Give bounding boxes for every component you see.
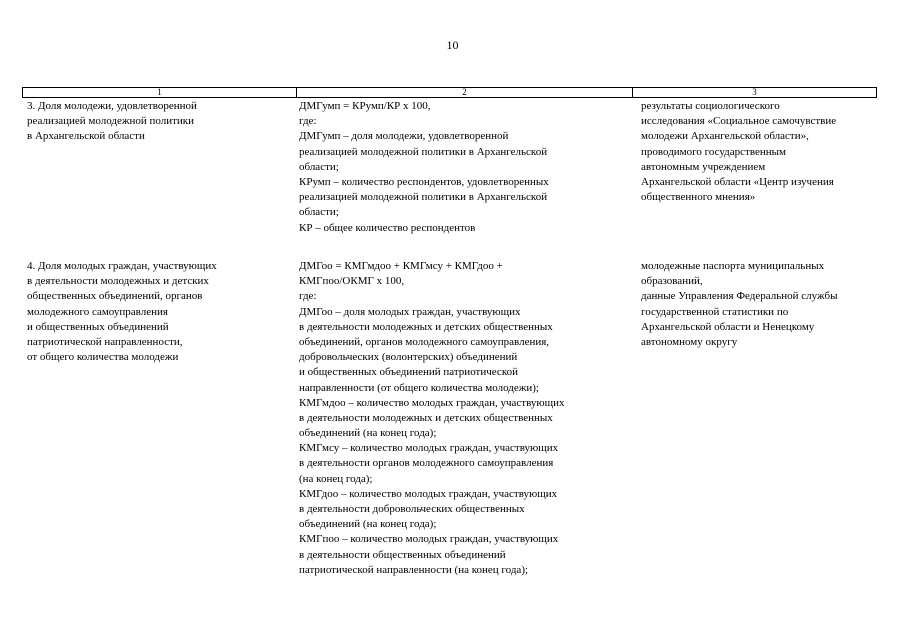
text-line: в деятельности молодежных и детских xyxy=(27,275,209,288)
text-line: направленности (от общего количества молодежи); xyxy=(299,381,539,394)
text-line: и общественных объединений xyxy=(27,320,169,333)
row-3-indicator-name xyxy=(27,99,289,145)
text-line: где: xyxy=(299,290,317,303)
row-3-formula xyxy=(299,99,634,236)
text-line: ДМГоо – доля молодых граждан, участвующих xyxy=(299,305,521,318)
text-line: ДМГумп – доля молодежи, удовлетворенной xyxy=(299,130,509,143)
text-line: общественного мнения» xyxy=(641,191,756,204)
text-line: в деятельности общественных объединений xyxy=(299,548,506,561)
text-line: образований, xyxy=(641,275,703,288)
row-3-data-source xyxy=(641,99,881,205)
text-line: проводимого государственным xyxy=(641,145,786,158)
table-header-row xyxy=(22,87,877,98)
text-line: государственной статистики по xyxy=(641,305,789,318)
text-line: объединений (на конец года); xyxy=(299,427,437,440)
text-line: реализацией молодежной политики в Архангельской xyxy=(299,191,548,204)
text-line: КМГмсу – количество молодых граждан, участвующих xyxy=(299,442,559,455)
text-line: в деятельности органов молодежного самоуправления xyxy=(299,457,554,470)
text-line: где: xyxy=(299,115,317,128)
text-line: ДМГоо = КМГмдоо + КМГмсу + КМГдоо + xyxy=(299,260,503,272)
text-line: от общего количества молодежи xyxy=(27,351,179,364)
page-number: 10 xyxy=(446,38,459,52)
text-line: (на конец года); xyxy=(299,472,373,485)
text-line: патриотической направленности (на конец года); xyxy=(299,563,529,576)
text-line: автономному округу xyxy=(641,335,738,348)
text-line: Архангельской области «Центр изучения xyxy=(641,175,834,188)
text-line: 4. Доля молодых граждан, участвующих xyxy=(27,260,217,272)
text-line: области; xyxy=(299,206,339,219)
text-line: области; xyxy=(299,160,339,173)
text-line: объединений, органов молодежного самоуправления, xyxy=(299,335,550,348)
text-line: в Архангельской области xyxy=(27,130,145,143)
text-line: ДМГумп = КРумп/КР x 100, xyxy=(299,100,431,112)
text-line: Архангельской области и Ненецкому xyxy=(641,320,815,333)
text-line: и общественных объединений патриотической xyxy=(299,366,518,379)
text-line: молодежного самоуправления xyxy=(27,305,168,318)
text-line: КМГмдоо – количество молодых граждан, участвующих xyxy=(299,396,565,409)
text-line: автономным учреждением xyxy=(641,160,766,173)
text-line: КРумп – количество респондентов, удовлетворенных xyxy=(299,175,549,188)
text-line: молодежные паспорта муниципальных xyxy=(641,260,825,272)
row-4-data-source xyxy=(641,259,881,350)
text-line: общественных объединений, органов xyxy=(27,290,203,303)
text-line: КМГдоо – количество молодых граждан, участвующих xyxy=(299,487,558,500)
text-line: добровольческих (волонтерских) объединений xyxy=(299,351,518,364)
text-line: в деятельности добровольческих общественных xyxy=(299,503,525,515)
header-col-2: 2 xyxy=(297,88,633,97)
text-line: реализацией молодежной политики в Архангельской xyxy=(299,145,548,158)
text-line: в деятельности молодежных и детских общественных xyxy=(299,320,553,333)
text-line: КМГпоо – количество молодых граждан, участвующих xyxy=(299,533,559,546)
text-line: КМГпоо/ОКМГ x 100, xyxy=(299,275,405,288)
text-line: реализацией молодежной политики xyxy=(27,115,195,128)
header-col-3: 3 xyxy=(752,87,757,97)
text-line: объединений (на конец года); xyxy=(299,518,437,531)
header-col-1: 1 xyxy=(23,88,297,97)
text-line: молодежи Архангельской области», xyxy=(641,130,809,143)
text-line: данные Управления Федеральной службы xyxy=(641,290,838,303)
text-line: исследования «Социальное самочувствие xyxy=(641,115,837,128)
text-line: 3. Доля молодежи, удовлетворенной xyxy=(27,100,197,112)
text-line: КР – общее количество респондентов xyxy=(299,221,476,234)
text-line: результаты социологического xyxy=(641,100,780,112)
text-line: патриотической направленности, xyxy=(27,335,183,348)
row-4-indicator-name xyxy=(27,259,289,365)
text-line: в деятельности молодежных и детских общественных xyxy=(299,411,553,424)
row-4-formula xyxy=(299,259,634,578)
